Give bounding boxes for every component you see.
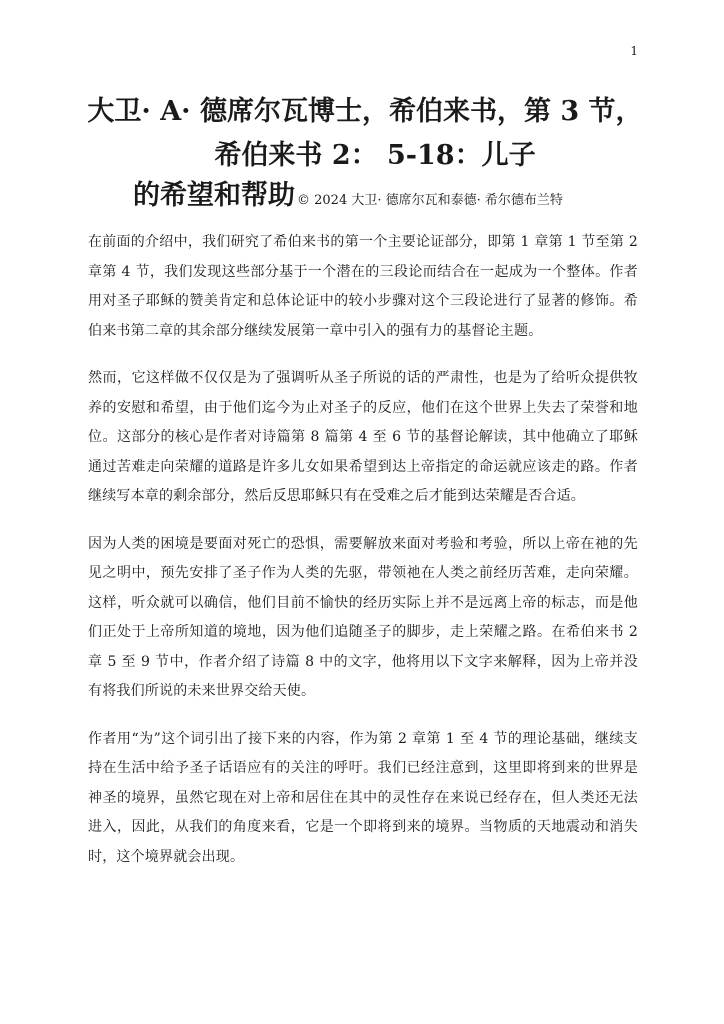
- title-line-2: 希伯来书 2： 5-18：儿子: [214, 140, 536, 171]
- paragraph: 在前面的介绍中，我们研究了希伯来书的第一个主要论证部分，即第 1 章第 1 节至第 2 章第 4 节，我们发现这些部分基于一个潜在的三段论而结合在一起成为一个整体。作者用对圣子耶稣的赞美肯定和总体论证中的较小步骤对这个三段论进行了显著的修饰。希伯来书第二章的其余部分继续发展第一章中引入的强有力的基督论主题。: [88, 234, 638, 339]
- body-text: [88, 228, 638, 890]
- title-block: [0, 92, 724, 221]
- paragraph: 作者用“为”这个词引出了接下来的内容，作为第 2 章第 1 至 4 节的理论基础，继续支持在生活中给予圣子话语应有的关注的呼吁。我们已经注意到，这里即将到来的世界是神圣的境界，虽然它现在对上帝和居住在其中的灵性存在来说已经存在，但人类还无法进入，因此，从我们的角度来看，它是一个即将到来的境界。当物质的天地震动和消失时，这个境界就会出现。: [88, 730, 638, 865]
- title-line-1: 大卫· A· 德席尔瓦博士，希伯来书，第 3 节，: [87, 96, 643, 127]
- paragraph: 然而，它这样做不仅仅是为了强调听从圣子所说的话的严肃性，也是为了给听众提供牧养的安慰和希望，由于他们迄今为止对圣子的反应，他们在这个世界上失去了荣誉和地位。这部分的核心是作者对诗篇第 8 篇第 4 至 6 节的基督论解读，其中他确立了耶稣通过苦难走向荣耀的道路是许多儿女如果希望到达上帝指定的命运就应该走的路。作者继续写本章的剩余部分，然后反思耶稣只有在受难之后才能到达荣耀是否合适。: [88, 370, 638, 504]
- paragraph: 因为人类的困境是要面对死亡的恐惧，需要解放来面对考验和考验，所以上帝在祂的先见之明中，预先安排了圣子作为人类的先驱，带领祂在人类之前经历苦难，走向荣耀。这样，听众就可以确信，他们目前不愉快的经历实际上并不是远离上帝的标志，而是他们正处于上帝所知道的境地，因为他们追随圣子的脚步，走上荣耀之路。在希伯来书 2 章 5 至 9 节中，作者介绍了诗篇 8 中的文字，他将用以下文字来解释，因为上帝并没有将我们所说的未来世界交给天使。: [88, 535, 638, 699]
- title-line-3: [0, 176, 724, 221]
- title-line-3-main: 的希望和帮助: [133, 180, 295, 211]
- page-number: 1: [630, 44, 638, 58]
- copyright-notice: © 2024 大卫· 德席尔瓦和泰德· 希尔德布兰特: [297, 193, 563, 208]
